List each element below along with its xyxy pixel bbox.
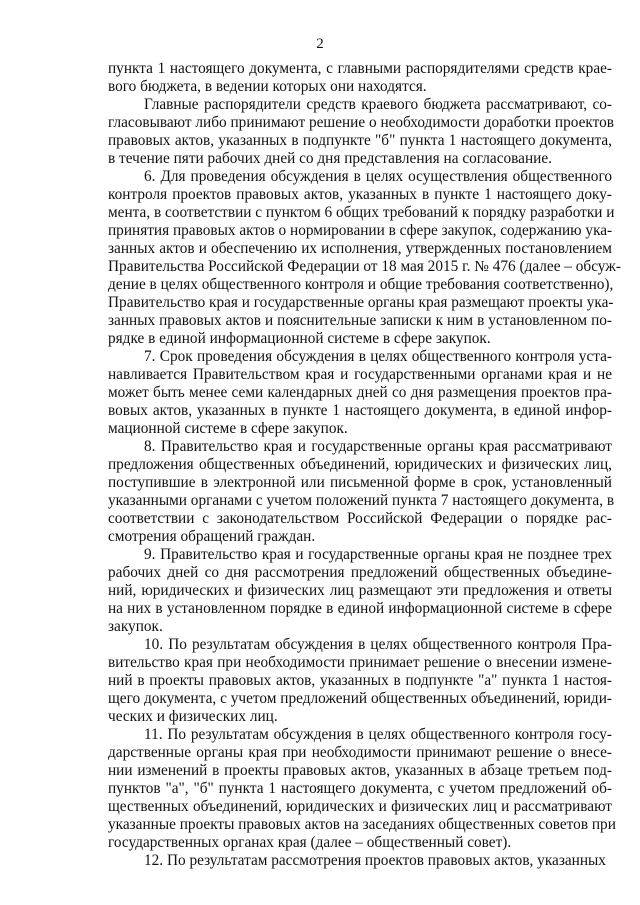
text-line: указанные проекты правовых актов на заседаниях общественных советов при [108, 816, 616, 833]
text-line: мента, в соответствии с пунктом 6 общих требований к порядку разработки и [108, 204, 615, 221]
text-line: на них в установленном порядке в единой информационной системе в сфере [108, 600, 612, 617]
text-line: щего документа, с учетом предложений общественных объединений, юриди- [108, 690, 612, 707]
text-line: щественных объединений, юридических и физических лиц и рассматривают [108, 798, 612, 815]
text-line: предложения общественных объединений, юридических и физических лиц, [108, 456, 612, 473]
text-line: поступившие в электронной или письменной форме в срок, установленный [108, 474, 612, 491]
text-line: ний в проекты правовых актов, указанных в подпункте "а" пункта 1 настоя- [108, 672, 612, 689]
paragraph-continuation [108, 60, 612, 96]
text-line: ческих и физических лиц. [108, 708, 278, 725]
text-line: может быть менее семи календарных дней со дня размещения проектов пра- [108, 384, 612, 401]
text-line: смотрения обращений граждан. [108, 528, 316, 545]
text-line: 12. По результатам рассмотрения проектов правовых актов, указанных [144, 852, 606, 869]
paragraph-item-10 [108, 636, 612, 726]
text-line: 8. Правительство края и государственные органы края рассматривают [144, 438, 612, 455]
paragraph-main-managers [108, 96, 612, 168]
text-line: вительство края при необходимости принимает решение о внесении измене- [108, 654, 612, 671]
paragraph-item-6 [108, 168, 621, 348]
document-body [108, 60, 621, 870]
paragraph-item-9 [108, 546, 612, 636]
paragraph-item-11 [108, 726, 616, 852]
text-line: 7. Срок проведения обсуждения в целях общественного контроля уста- [144, 348, 612, 365]
text-line: дение в целях общественного контроля и общие требования соответственно), [108, 276, 614, 293]
text-line: Правительство края и государственные органы края размещают проекты ука- [108, 294, 614, 311]
page-number: 2 [316, 36, 324, 52]
paragraph-item-8 [108, 438, 615, 546]
text-line: закупок. [108, 618, 163, 635]
text-line: в течение пяти рабочих дней со дня представления на согласование. [108, 150, 552, 167]
text-line: контроля проектов правовых актов, указанных в пункте 1 настоящего доку- [108, 186, 612, 203]
text-line: вовых актов, указанных в пункте 1 настоящего документа, в единой инфор- [108, 402, 612, 419]
text-line: вого бюджета, в ведении которых они находятся. [108, 78, 427, 95]
text-line: 11. По результатам обсуждения в целях общественного контроля госу- [144, 726, 612, 743]
text-line: пункта 1 настоящего документа, с главными распорядителями средств крае- [108, 60, 612, 77]
paragraph-item-12 [108, 852, 612, 870]
text-line: дарственные органы края при необходимости принимают решение о внесе- [108, 744, 612, 761]
text-line: 10. По результатам обсуждения в целях общественного контроля Пра- [144, 636, 612, 653]
text-line: 9. Правительство края и государственные органы края не позднее трех [144, 546, 612, 563]
text-line: ний, юридических и физических лиц размещают эти предложения и ответы [108, 582, 612, 599]
text-line: соответствии с законодательством Российской Федерации о порядке рас- [108, 510, 612, 527]
text-line: рядке в единой информационной системе в сфере закупок. [108, 330, 491, 347]
text-line: гласовывают либо принимают решение о необходимости доработки проектов [108, 114, 614, 131]
paragraph-item-7 [108, 348, 612, 438]
text-line: пунктов "а", "б" пункта 1 настоящего документа, с учетом предложений об- [108, 780, 612, 797]
text-line: указанными органами с учетом положений пункта 7 настоящего документа, в [108, 492, 615, 509]
text-line: мационной системе в сфере закупок. [108, 420, 348, 437]
text-line: рабочих дней со дня рассмотрения предложений общественных объедине- [108, 564, 612, 581]
text-line: правовых актов, указанных в подпункте "б" пункта 1 настоящего документа, [108, 132, 612, 149]
text-line: навливается Правительством края и государственными органами края и не [108, 366, 612, 383]
text-line: занных актов и обеспечению их исполнения, утвержденных постановлением [108, 240, 612, 257]
text-line: занных правовых актов и пояснительные записки к ним в установленном по- [108, 312, 612, 329]
text-line: государственных органах края (далее – общественный совет). [108, 834, 512, 851]
text-line: 6. Для проведения обсуждения в целях осуществления общественного [144, 168, 612, 185]
text-line: Главные распорядители средств краевого бюджета рассматривают, со- [144, 96, 612, 113]
text-line: нии изменений в проекты правовых актов, указанных в абзаце третьем под- [108, 762, 612, 779]
text-line: принятия правовых актов о нормировании в сфере закупок, содержанию ука- [108, 222, 613, 239]
text-line: Правительства Российской Федерации от 18 мая 2015 г. № 476 (далее – обсуж- [108, 258, 621, 275]
